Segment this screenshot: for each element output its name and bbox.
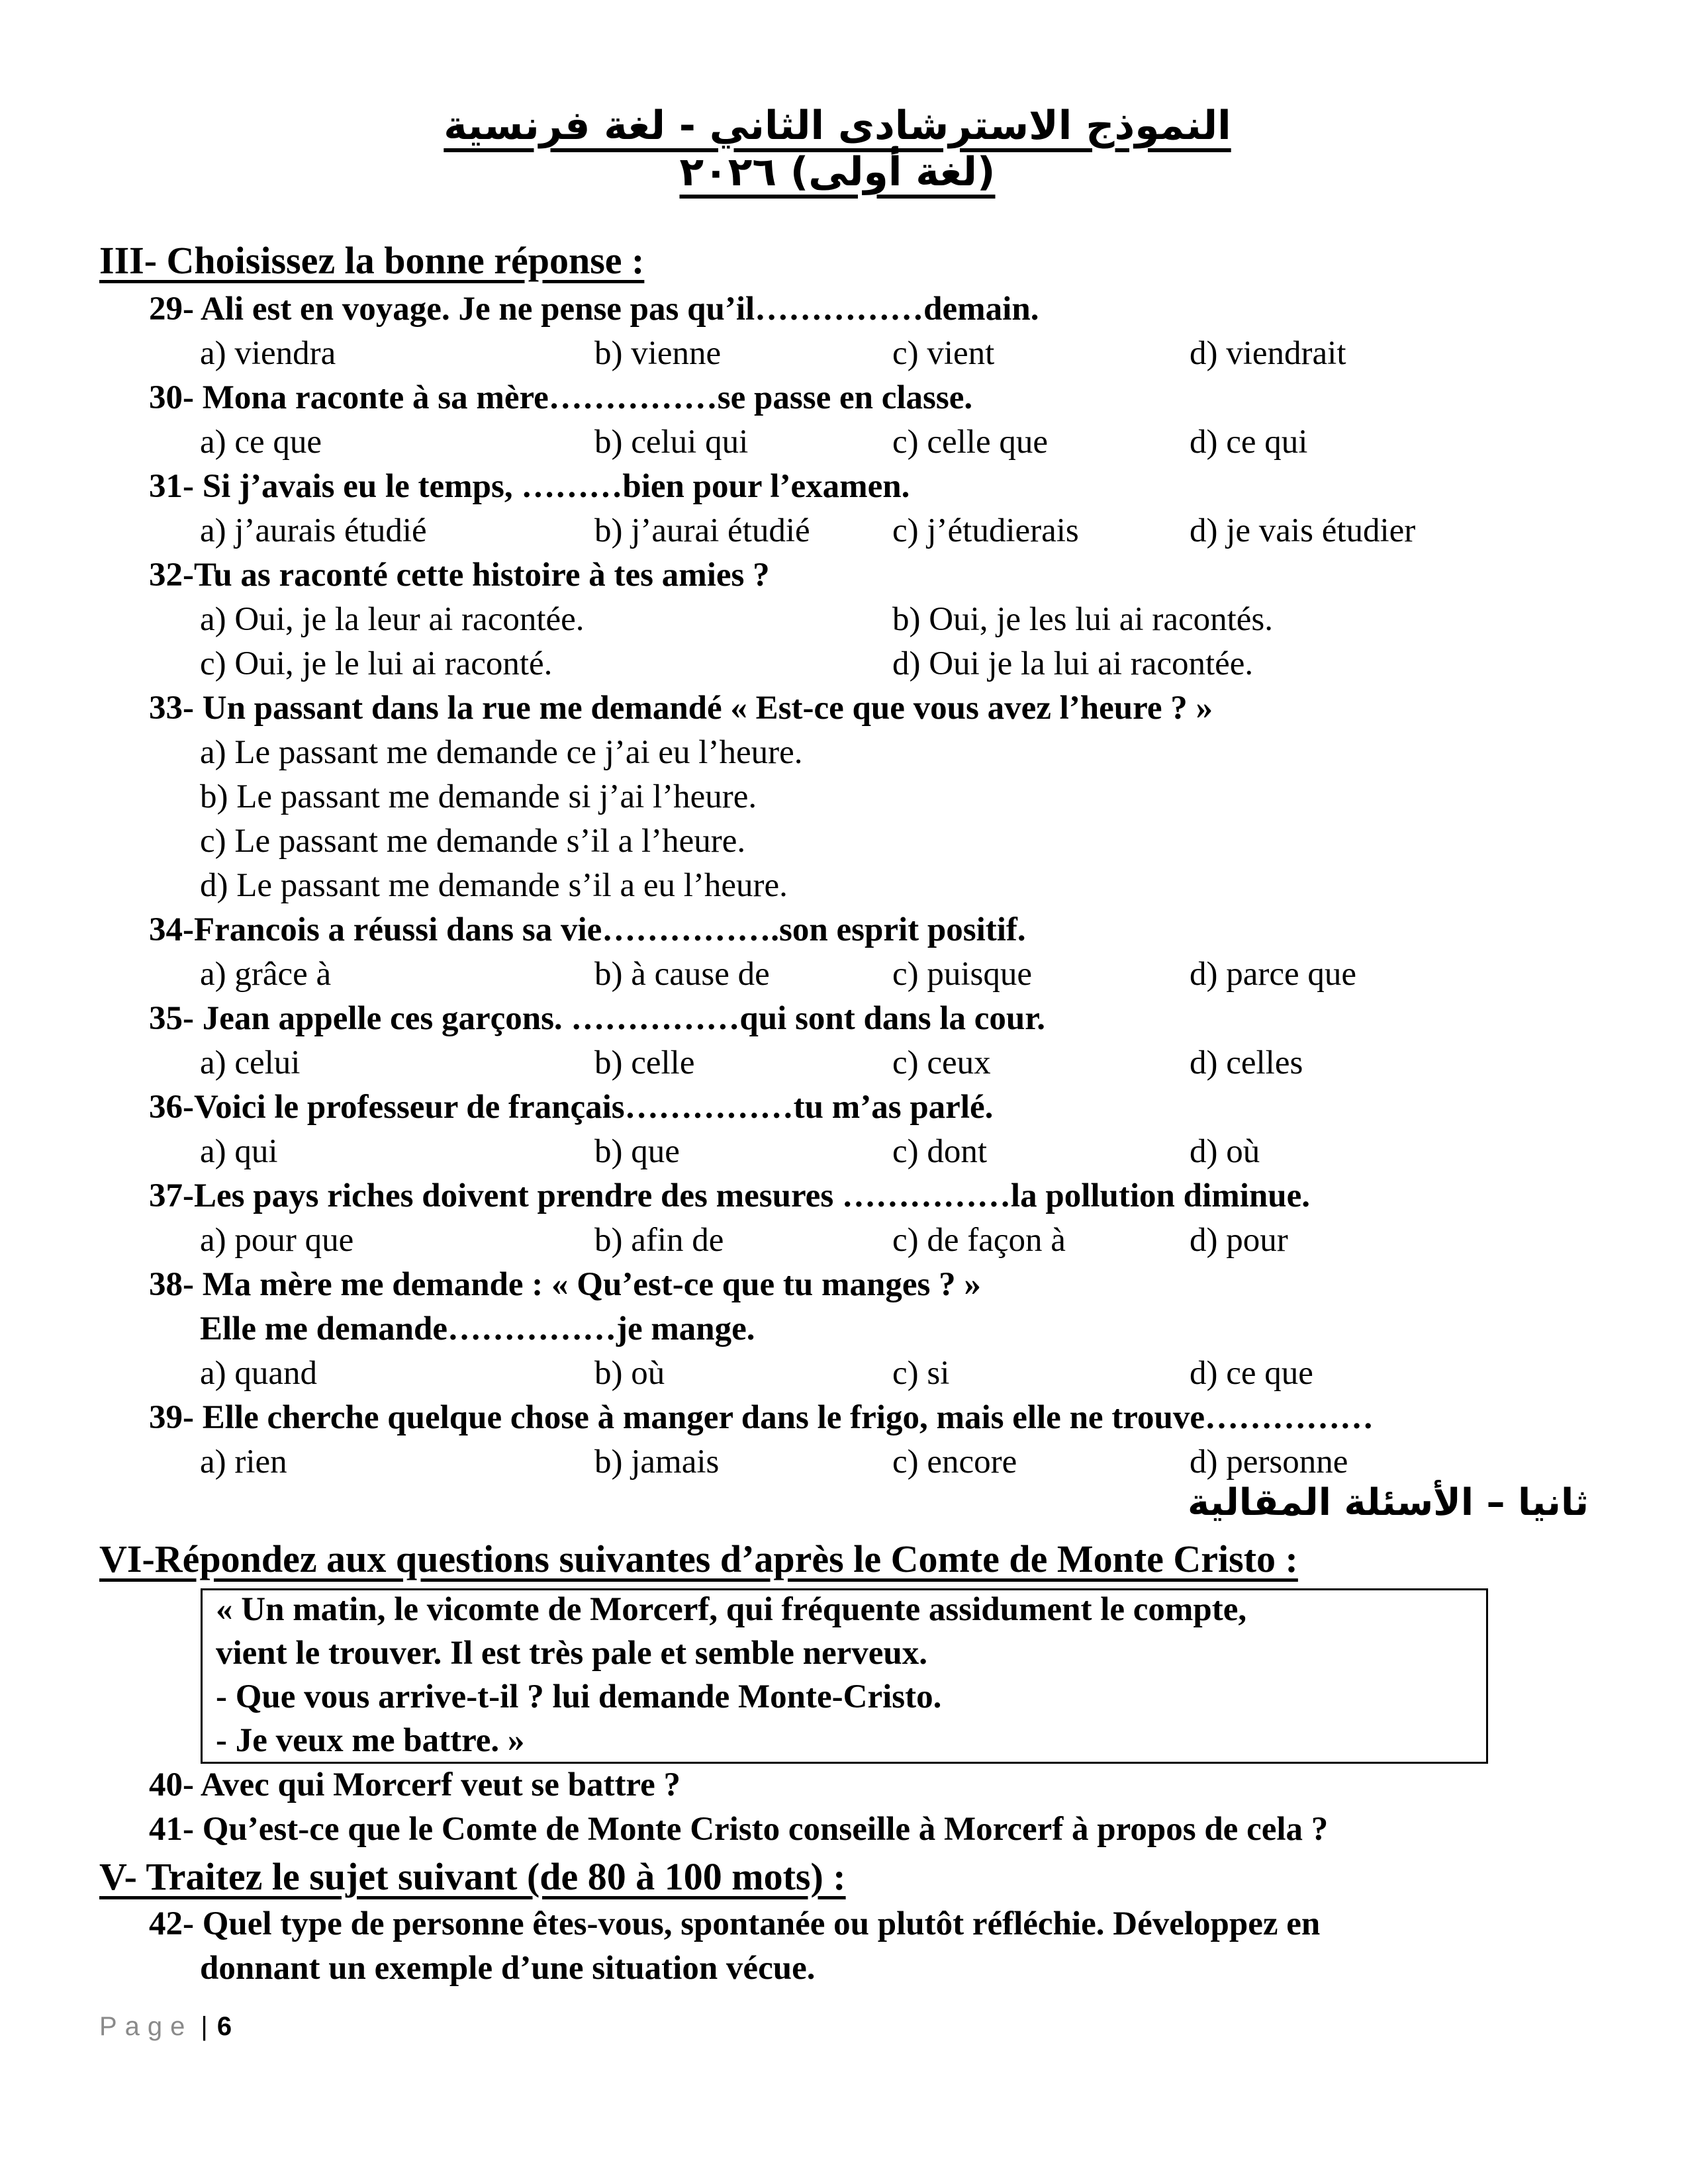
question-35: 35- Jean appelle ces garçons. ……………qui sont dans la cour.: [149, 1000, 1045, 1037]
option-38-a[interactable]: a) quand: [200, 1355, 318, 1392]
option-36-c[interactable]: c) dont: [892, 1133, 988, 1170]
option-35-c[interactable]: c) ceux: [892, 1044, 991, 1081]
quote-line-2: vient le trouver. Il est très pale et semble nerveux.: [216, 1635, 928, 1672]
option-35-d[interactable]: d) celles: [1190, 1044, 1303, 1081]
question-40: 40- Avec qui Morcerf veut se battre ?: [149, 1766, 681, 1803]
option-30-b[interactable]: b) celui qui: [594, 424, 749, 461]
option-37-d[interactable]: d) pour: [1190, 1222, 1288, 1259]
option-31-b[interactable]: b) j’aurai étudié: [594, 512, 810, 549]
option-35-b[interactable]: b) celle: [594, 1044, 695, 1081]
section-5-heading: V- Traitez le sujet suivant (de 80 à 100 mots) :: [99, 1855, 846, 1898]
exam-title: النموذج الاسترشادى الثاني - لغة فرنسية (لغة أولى) ٢٠٢٦: [444, 103, 1231, 195]
quote-box: [201, 1588, 1488, 1764]
quote-line-1: « Un matin, le vicomte de Morcerf, qui fréquente assidument le compte,: [216, 1591, 1247, 1628]
option-29-b[interactable]: b) vienne: [594, 335, 722, 372]
option-31-c[interactable]: c) j’étudierais: [892, 512, 1079, 549]
option-39-a[interactable]: a) rien: [200, 1443, 287, 1480]
option-32-b[interactable]: b) Oui, je les lui ai racontés.: [892, 601, 1273, 638]
page-number: 6: [216, 2012, 232, 2041]
question-30: 30- Mona raconte à sa mère……………se passe en classe.: [149, 379, 973, 416]
question-41: 41- Qu’est-ce que le Comte de Monte Cristo conseille à Morcerf à propos de cela ?: [149, 1811, 1329, 1848]
option-32-d[interactable]: d) Oui je la lui ai racontée.: [892, 645, 1254, 682]
option-36-a[interactable]: a) qui: [200, 1133, 278, 1170]
option-34-c[interactable]: c) puisque: [892, 956, 1033, 993]
option-37-c[interactable]: c) de façon à: [892, 1222, 1066, 1259]
page-separator: |: [201, 2012, 208, 2041]
option-30-d[interactable]: d) ce qui: [1190, 424, 1308, 461]
option-31-d[interactable]: d) je vais étudier: [1190, 512, 1416, 549]
option-39-d[interactable]: d) personne: [1190, 1443, 1348, 1480]
question-36: 36-Voici le professeur de français……………tu m’as parlé.: [149, 1089, 994, 1126]
option-34-d[interactable]: d) parce que: [1190, 956, 1357, 993]
section-4-heading: VI-Répondez aux questions suivantes d’après le Comte de Monte Cristo :: [99, 1537, 1298, 1580]
option-35-a[interactable]: a) celui: [200, 1044, 301, 1081]
option-34-a[interactable]: a) grâce à: [200, 956, 332, 993]
option-30-c[interactable]: c) celle que: [892, 424, 1049, 461]
option-36-d[interactable]: d) où: [1190, 1133, 1260, 1170]
option-32-c[interactable]: c) Oui, je le lui ai raconté.: [200, 645, 553, 682]
option-33-d[interactable]: d) Le passant me demande s’il a eu l’heure.: [200, 867, 788, 904]
question-37: 37-Les pays riches doivent prendre des mesures ……………la pollution diminue.: [149, 1177, 1310, 1214]
question-31: 31- Si j’avais eu le temps, ………bien pour l’examen.: [149, 468, 910, 505]
option-38-c[interactable]: c) si: [892, 1355, 950, 1392]
question-42: 42- Quel type de personne êtes-vous, spontanée ou plutôt réfléchie. Développez en: [149, 1905, 1321, 1942]
question-34: 34-Francois a réussi dans sa vie…………….son esprit positif.: [149, 911, 1026, 948]
option-33-b[interactable]: b) Le passant me demande si j’ai l’heure.: [200, 778, 757, 815]
essay-questions-subheading: ثانيا – الأسئلة المقالية: [1187, 1481, 1589, 1524]
question-42-line-2: donnant un exemple d’une situation vécue.: [200, 1950, 816, 1987]
option-33-a[interactable]: a) Le passant me demande ce j’ai eu l’heure.: [200, 734, 803, 771]
option-38-d[interactable]: d) ce que: [1190, 1355, 1313, 1392]
option-39-c[interactable]: c) encore: [892, 1443, 1017, 1480]
option-37-a[interactable]: a) pour que: [200, 1222, 354, 1259]
question-38: 38- Ma mère me demande : « Qu’est-ce que tu manges ? »: [149, 1266, 981, 1303]
option-29-a[interactable]: a) viendra: [200, 335, 336, 372]
question-39: 39- Elle cherche quelque chose à manger dans le frigo, mais elle ne trouve……………: [149, 1399, 1374, 1436]
option-36-b[interactable]: b) que: [594, 1133, 680, 1170]
question-38-line-2: Elle me demande……………je mange.: [200, 1310, 755, 1347]
option-39-b[interactable]: b) jamais: [594, 1443, 720, 1480]
option-32-a[interactable]: a) Oui, je la leur ai racontée.: [200, 601, 585, 638]
option-34-b[interactable]: b) à cause de: [594, 956, 770, 993]
quote-line-4: - Je veux me battre. »: [216, 1722, 525, 1759]
option-29-c[interactable]: c) vient: [892, 335, 995, 372]
page-footer: [99, 2012, 232, 2042]
option-29-d[interactable]: d) viendrait: [1190, 335, 1346, 372]
option-33-c[interactable]: c) Le passant me demande s’il a l’heure.: [200, 823, 746, 860]
option-38-b[interactable]: b) où: [594, 1355, 665, 1392]
quote-line-3: - Que vous arrive-t-il ? lui demande Monte-Cristo.: [216, 1678, 942, 1715]
section-3-heading: III- Choisissez la bonne réponse :: [99, 239, 645, 282]
option-37-b[interactable]: b) afin de: [594, 1222, 724, 1259]
question-32: 32-Tu as raconté cette histoire à tes amies ?: [149, 557, 770, 594]
question-33: 33- Un passant dans la rue me demandé « Est-ce que vous avez l’heure ? »: [149, 690, 1213, 727]
option-31-a[interactable]: a) j’aurais étudié: [200, 512, 427, 549]
option-30-a[interactable]: a) ce que: [200, 424, 322, 461]
page-label: Page: [99, 2012, 193, 2041]
question-29: 29- Ali est en voyage. Je ne pense pas qu’il……………demain.: [149, 291, 1039, 328]
